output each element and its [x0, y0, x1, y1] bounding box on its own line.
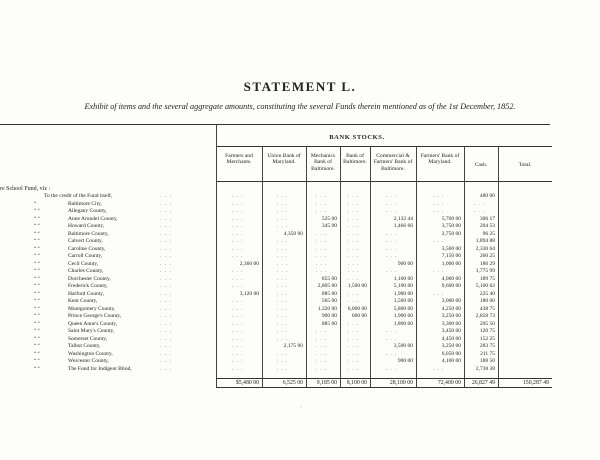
ditto-mark: “ “	[34, 366, 40, 372]
leader-dots: . . .	[160, 350, 172, 357]
statement-subtitle: Exhibit of items and the several aggregate amounts, constituting the several Funds therein mentioned as of the 1st December, 1852.	[84, 102, 516, 111]
table-cell: . . .	[315, 253, 328, 259]
table-cell: 6,050 00	[441, 350, 461, 357]
table-cell: . . .	[276, 215, 289, 222]
bank-stocks-heading: BANK STOCKS.	[329, 134, 385, 141]
table-cell: . . .	[347, 223, 360, 229]
ditto-mark: “ “	[34, 314, 40, 319]
table-cell: 186 29	[479, 260, 495, 267]
table-cell: 3,250 00	[441, 343, 461, 349]
table-cell: . . .	[231, 275, 244, 282]
column-header: Farmers and Merchants.	[225, 153, 253, 166]
table-cell: 205 50	[479, 320, 495, 327]
table-cell: 1,500 00	[393, 298, 413, 304]
leader-dots: . . .	[160, 358, 172, 364]
table-cell: . . .	[276, 200, 289, 207]
row-label: Cecil County,	[68, 260, 99, 267]
table-cell: 4,250 00	[441, 305, 461, 312]
column-header: Mechanics Bank of Baltimore.	[310, 153, 336, 172]
table-cell: 260 25	[479, 253, 495, 259]
row-label: Queen Anne's County,	[68, 320, 118, 327]
ditto-mark: “ “	[34, 231, 40, 237]
table-cell: 4,100 00	[441, 358, 461, 364]
table-cell: . . .	[276, 290, 289, 297]
table-cell: . . .	[347, 343, 360, 349]
table-cell: 3,500 00	[393, 343, 413, 349]
table-cell: 3,250 00	[441, 313, 461, 319]
table-cell: 1,775 99	[475, 268, 495, 274]
row-label: Worcester County,	[68, 358, 109, 364]
column-header: Union Bank of Maryland.	[267, 153, 301, 166]
table-cell: . . .	[432, 268, 445, 274]
table-cell: 4,450 00	[441, 335, 461, 342]
total-cell: 72,400 00	[437, 380, 461, 386]
table-cell: . . .	[231, 313, 244, 319]
table-cell: . . .	[347, 365, 360, 372]
table-cell: 1,900 00	[393, 290, 413, 297]
table-cell: . . .	[276, 283, 289, 289]
table-cell: 2,738 38	[475, 365, 495, 372]
table-cell: 4,350 00	[283, 230, 303, 237]
leader-dots: . . .	[160, 268, 172, 274]
column-divider	[498, 146, 499, 388]
ditto-mark: “ “	[34, 239, 40, 244]
leader-dots: . . .	[160, 193, 172, 199]
print-mark: ˌ	[300, 402, 302, 408]
leader-dots: . . .	[160, 260, 172, 267]
table-cell: . . .	[231, 200, 244, 207]
leader-dots: . . .	[160, 320, 172, 327]
row-label: Baltimore City,	[68, 200, 102, 207]
table-cell: 3,300 00	[441, 320, 461, 327]
table-cell: . . .	[347, 193, 360, 199]
row-label: Carroll County,	[68, 253, 103, 259]
table-cell: . . .	[276, 320, 289, 327]
table-cell: . . .	[473, 200, 486, 207]
header-bottom-rule	[216, 181, 552, 182]
leader-dots: . . .	[160, 275, 172, 282]
table-cell: 152 25	[479, 335, 495, 342]
leader-dots: . . .	[160, 335, 172, 342]
table-cell: 225 40	[479, 290, 495, 297]
ditto-mark: “ “	[34, 291, 40, 297]
table-cell: . . .	[315, 343, 328, 349]
table-cell: . . .	[315, 260, 328, 267]
table-cell: . . .	[231, 238, 244, 244]
leader-dots: . . .	[160, 343, 172, 349]
table-cell: 2,330 64	[475, 245, 495, 252]
table-cell: . . .	[231, 268, 244, 274]
table-cell: 2,750 00	[441, 230, 461, 237]
table-cell: 5,100 00	[393, 283, 413, 289]
table-cell: 283 75	[479, 343, 495, 349]
table-cell: . . .	[315, 335, 328, 342]
row-label: Caroline County,	[68, 245, 106, 252]
table-cell: . . .	[385, 328, 398, 334]
table-cell: . . .	[473, 208, 486, 214]
table-cell: 1,500 00	[347, 283, 367, 289]
table-cell: . . .	[315, 350, 328, 357]
table-cell: 6,000 00	[347, 305, 367, 312]
ditto-mark: “ “	[34, 321, 40, 327]
table-cell: 2,175 00	[283, 343, 303, 349]
table-cell: . . .	[276, 238, 289, 244]
ditto-mark: “ “	[34, 276, 40, 282]
table-cell: . . .	[231, 305, 244, 312]
table-cell: . . .	[231, 365, 244, 372]
totals-bottom-rule	[216, 387, 552, 388]
bank-stocks-rule	[216, 146, 552, 147]
leader-dots: . . .	[160, 208, 172, 214]
table-cell: 480 00	[479, 193, 495, 199]
leader-dots: . . .	[160, 365, 172, 372]
table-cell: . . .	[231, 208, 244, 214]
table-cell: 525 00	[321, 215, 337, 222]
table-cell: . . .	[276, 208, 289, 214]
table-cell: . . .	[347, 298, 360, 304]
table-cell: 1,320 00	[317, 305, 337, 312]
table-cell: . . .	[276, 350, 289, 357]
table-cell: . . .	[385, 268, 398, 274]
table-cell: 885 00	[321, 290, 337, 297]
table-cell: 2,805 00	[317, 283, 337, 289]
table-cell: . . .	[231, 320, 244, 327]
table-cell: . . .	[385, 365, 398, 372]
table-cell: . . .	[347, 358, 360, 364]
table-cell: . . .	[276, 313, 289, 319]
table-cell: . . .	[385, 245, 398, 252]
table-cell: . . .	[315, 268, 328, 274]
table-cell: 1,894 88	[475, 238, 495, 244]
ditto-mark: “ “	[34, 284, 40, 289]
table-cell: 180 00	[479, 298, 495, 304]
row-label: To the credit of the Fund itself,	[44, 193, 113, 199]
table-cell: . . .	[315, 230, 328, 237]
column-header: Total.	[518, 162, 532, 168]
table-cell: . . .	[432, 290, 445, 297]
leader-dots: . . .	[160, 313, 172, 319]
table-cell: 5,100 62	[475, 283, 495, 289]
table-cell: . . .	[347, 245, 360, 252]
row-label: The Fund for Indigent Blind,	[68, 365, 132, 372]
table-cell: . . .	[276, 245, 289, 252]
total-cell: 150,287 49	[522, 380, 549, 386]
leader-dots: . . .	[160, 223, 172, 229]
table-cell: . . .	[315, 193, 328, 199]
table-cell: . . .	[432, 365, 445, 372]
ditto-mark: “ “	[34, 254, 40, 259]
ditto-mark: “	[34, 201, 37, 207]
row-label: Montgomery County,	[68, 305, 116, 312]
statement-title: STATEMENT L.	[243, 79, 357, 94]
table-cell: . . .	[315, 208, 328, 214]
table-cell: . . .	[347, 268, 360, 274]
leader-dots: . . .	[160, 298, 172, 304]
table-cell: . . .	[347, 200, 360, 207]
table-cell: . . .	[385, 350, 398, 357]
row-label: Harford County,	[68, 290, 104, 297]
table-cell: 120 75	[479, 328, 495, 334]
row-label: Dorchester County,	[68, 275, 111, 282]
table-cell: 188 50	[479, 358, 495, 364]
row-label: Kent County,	[68, 298, 98, 304]
total-cell: 26,827 49	[471, 380, 495, 386]
table-top-rule	[0, 124, 550, 125]
table-cell: . . .	[432, 200, 445, 207]
table-cell: . . .	[347, 230, 360, 237]
leader-dots: . . .	[160, 290, 172, 297]
ditto-mark: “ “	[34, 216, 40, 222]
leader-dots: . . .	[160, 238, 172, 244]
ditto-mark: “ “	[34, 224, 40, 229]
table-cell: . . .	[385, 335, 398, 342]
table-cell: . . .	[231, 283, 244, 289]
table-cell: . . .	[231, 193, 244, 199]
table-cell: . . .	[231, 245, 244, 252]
ditto-mark: “ “	[34, 306, 40, 312]
table-cell: . . .	[276, 365, 289, 372]
total-cell: 28,100 00	[389, 380, 413, 386]
row-label: Charles County,	[68, 268, 104, 274]
table-cell: . . .	[347, 320, 360, 327]
total-cell: $5,480 00	[235, 380, 259, 386]
table-cell: . . .	[276, 298, 289, 304]
table-cell: 1,100 00	[393, 275, 413, 282]
ditto-mark: “ “	[34, 299, 40, 304]
table-cell: 1,000 00	[441, 260, 461, 267]
totals-top-rule	[216, 378, 552, 379]
row-label: Prince George's County,	[68, 313, 122, 319]
ditto-mark: “ “	[34, 351, 40, 357]
leader-dots: . . .	[160, 215, 172, 222]
table-cell: . . .	[315, 328, 328, 334]
ditto-mark: “ “	[34, 269, 40, 274]
table-cell: . . .	[432, 193, 445, 199]
table-cell: . . .	[347, 335, 360, 342]
table-cell: . . .	[347, 208, 360, 214]
table-cell: . . .	[276, 328, 289, 334]
table-cell: . . .	[347, 290, 360, 297]
table-cell: 211 75	[480, 350, 495, 357]
table-cell: . . .	[231, 223, 244, 229]
table-cell: . . .	[231, 358, 244, 364]
table-cell: . . .	[347, 238, 360, 244]
table-cell: 885 00	[321, 320, 337, 327]
table-cell: 96 25	[482, 230, 495, 237]
leader-dots: . . .	[160, 200, 172, 207]
table-cell: . . .	[231, 335, 244, 342]
column-header: Commercial & Farmers' Bank of Baltimore.	[373, 153, 413, 172]
table-cell: 2,132 44	[393, 215, 413, 222]
total-cell: 6,525 00	[282, 380, 303, 386]
table-cell: 3,120 00	[239, 290, 259, 297]
ditto-mark: “ “	[34, 329, 40, 334]
ditto-mark: “ “	[34, 209, 40, 214]
table-cell: 3,500 00	[441, 245, 461, 252]
table-cell: 565 00	[321, 298, 337, 304]
ditto-mark: “ “	[34, 336, 40, 342]
table-cell: . . .	[385, 193, 398, 199]
leader-dots: . . .	[160, 245, 172, 252]
table-cell: . . .	[276, 335, 289, 342]
table-cell: 3,750 00	[441, 223, 461, 229]
table-cell: . . .	[385, 238, 398, 244]
table-cell: 900 00	[397, 358, 413, 364]
ditto-mark: “ “	[34, 246, 40, 252]
table-cell: 9,600 00	[441, 283, 461, 289]
table-cell: 4,000 00	[441, 275, 461, 282]
table-cell: . . .	[231, 343, 244, 349]
row-label: Calvert County,	[68, 238, 103, 244]
leader-dots: . . .	[160, 253, 172, 259]
table-cell: . . .	[315, 245, 328, 252]
table-cell: . . .	[347, 275, 360, 282]
table-cell: 438 75	[479, 305, 495, 312]
table-cell: . . .	[276, 358, 289, 364]
table-cell: . . .	[385, 253, 398, 259]
table-cell: . . .	[276, 223, 289, 229]
row-label: Washington County,	[68, 350, 113, 357]
table-cell: 5,700 00	[441, 215, 461, 222]
table-cell: . . .	[347, 350, 360, 357]
table-cell: 204 53	[479, 223, 495, 229]
leader-dots: . . .	[160, 283, 172, 289]
fund-label: re School Fund, viz :	[0, 186, 51, 192]
table-cell: . . .	[347, 260, 360, 267]
table-cell: . . .	[347, 215, 360, 222]
table-cell: . . .	[432, 238, 445, 244]
row-label: Howard County,	[68, 223, 105, 229]
row-label: Frederick County,	[68, 283, 108, 289]
table-cell: . . .	[231, 350, 244, 357]
table-cell: . . .	[347, 328, 360, 334]
table-cell: 7,150 00	[441, 253, 461, 259]
table-cell: . . .	[432, 208, 445, 214]
table-cell: 2,858 73	[475, 313, 495, 319]
table-cell: 3,000 00	[441, 298, 461, 304]
leader-dots: . . .	[160, 230, 172, 237]
table-cell: 900 00	[321, 313, 337, 319]
table-cell: 2,360 00	[239, 260, 259, 267]
table-cell: 1,466 66	[393, 223, 413, 229]
table-cell: 189 75	[479, 275, 495, 282]
table-cell: . . .	[315, 365, 328, 372]
table-cell: 345 00	[321, 223, 337, 229]
column-header: Farmers' Bank of Maryland.	[420, 153, 460, 166]
leader-dots: . . .	[160, 328, 172, 334]
table-cell: 306 17	[479, 215, 495, 222]
column-header: Bank of Baltimore.	[343, 153, 367, 166]
table-cell: 900 00	[397, 260, 413, 267]
table-cell: . . .	[315, 238, 328, 244]
table-cell: . . .	[276, 275, 289, 282]
table-cell: . . .	[385, 230, 398, 237]
table-cell: . . .	[231, 328, 244, 334]
table-cell: 600 00	[351, 313, 367, 319]
row-label: Somerset County,	[68, 335, 108, 342]
table-cell: . . .	[347, 253, 360, 259]
table-cell: . . .	[231, 215, 244, 222]
table-cell: 5,800 00	[393, 305, 413, 312]
table-cell: . . .	[385, 200, 398, 207]
table-cell: . . .	[315, 200, 328, 207]
table-cell: 1,800 00	[393, 320, 413, 327]
ditto-mark: “ “	[34, 344, 40, 349]
row-label: Baltimore County,	[68, 230, 109, 237]
table-cell: . . .	[276, 193, 289, 199]
table-cell: . . .	[385, 208, 398, 214]
table-cell: . . .	[231, 253, 244, 259]
row-label: Allegany County,	[68, 208, 107, 214]
table-cell: . . .	[231, 230, 244, 237]
table-cell: . . .	[276, 268, 289, 274]
ditto-mark: “ “	[34, 261, 40, 267]
table-cell: . . .	[315, 358, 328, 364]
row-label: Talbot County,	[68, 343, 101, 349]
ditto-mark: “ “	[34, 359, 40, 364]
table-cell: 1,900 00	[393, 313, 413, 319]
row-label: Saint Mary's County,	[68, 328, 115, 334]
table-cell: . . .	[276, 253, 289, 259]
table-cell: . . .	[276, 305, 289, 312]
table-cell: 3,450 00	[441, 328, 461, 334]
column-header: Cash.	[474, 162, 488, 168]
total-cell: 9,185 00	[316, 380, 337, 386]
table-cell: . . .	[276, 260, 289, 267]
table-cell: 855 00	[321, 275, 337, 282]
table-cell: . . .	[231, 298, 244, 304]
row-label: Anne Arundel County,	[68, 215, 118, 222]
total-cell: 8,100 00	[346, 380, 367, 386]
leader-dots: . . .	[160, 305, 172, 312]
